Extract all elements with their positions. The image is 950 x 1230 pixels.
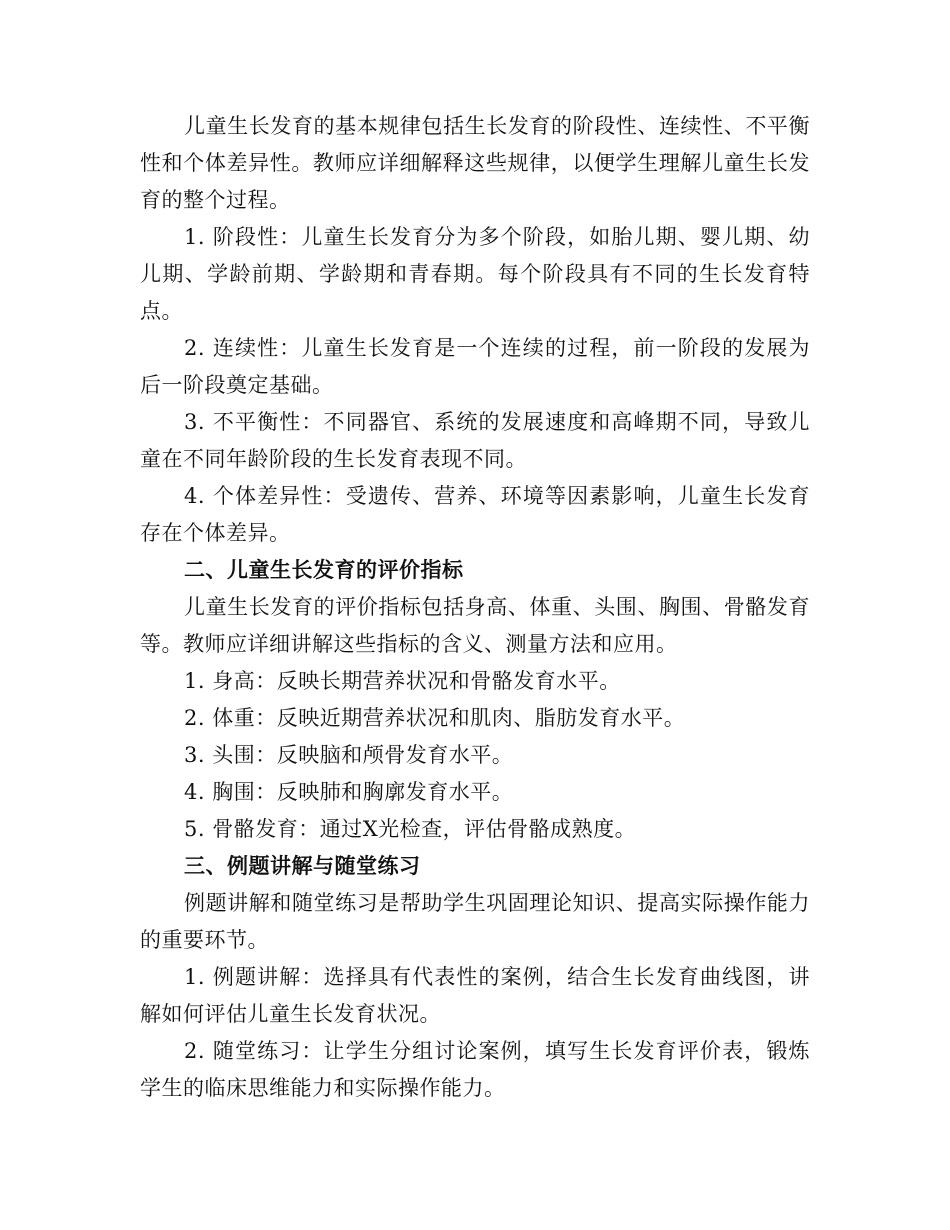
indicator-item: 3. 头围：反映脑和颅骨发育水平。 xyxy=(184,743,514,767)
indicator-item: 4. 胸围：反映肺和胸廓发育水平。 xyxy=(184,780,514,804)
section-heading: 二、儿童生长发育的评价指标 xyxy=(184,558,464,582)
indicator-item: 5. 骨骼发育：通过X光检查，评估骨骼成熟度。 xyxy=(184,817,637,841)
section-heading: 三、例题讲解与随堂练习 xyxy=(184,854,421,878)
rule-item: 2. 连续性：儿童生长发育是一个连续的过程，前一阶段的发展为后一阶段奠定基础。 xyxy=(140,336,810,397)
practice-item: 1. 例题讲解：选择具有代表性的案例，结合生长发育曲线图，讲解如何评估儿童生长发育状况。 xyxy=(140,965,810,1026)
rule-item: 4. 个体差异性：受遗传、营养、环境等因素影响，儿童生长发育存在个体差异。 xyxy=(140,484,810,545)
rule-item: 1. 阶段性：儿童生长发育分为多个阶段，如胎儿期、婴儿期、幼儿期、学龄前期、学龄期和青春期。每个阶段具有不同的生长发育特点。 xyxy=(140,225,810,323)
practice-item: 2. 随堂练习：让学生分组讨论案例，填写生长发育评价表，锻炼学生的临床思维能力和实际操作能力。 xyxy=(140,1039,810,1100)
indicator-item: 1. 身高：反映长期营养状况和骨骼发育水平。 xyxy=(184,669,621,693)
document-body xyxy=(140,108,810,1107)
rule-item: 3. 不平衡性：不同器官、系统的发展速度和高峰期不同，导致儿童在不同年龄阶段的生长发育表现不同。 xyxy=(140,410,810,471)
section-intro: 例题讲解和随堂练习是帮助学生巩固理论知识、提高实际操作能力的重要环节。 xyxy=(140,891,810,952)
intro-paragraph: 儿童生长发育的基本规律包括生长发育的阶段性、连续性、不平衡性和个体差异性。教师应详细解释这些规律，以便学生理解儿童生长发育的整个过程。 xyxy=(140,114,810,212)
section-intro: 儿童生长发育的评价指标包括身高、体重、头围、胸围、骨骼发育等。教师应详细讲解这些指标的含义、测量方法和应用。 xyxy=(140,595,810,656)
indicator-item: 2. 体重：反映近期营养状况和肌肉、脂肪发育水平。 xyxy=(184,706,686,730)
